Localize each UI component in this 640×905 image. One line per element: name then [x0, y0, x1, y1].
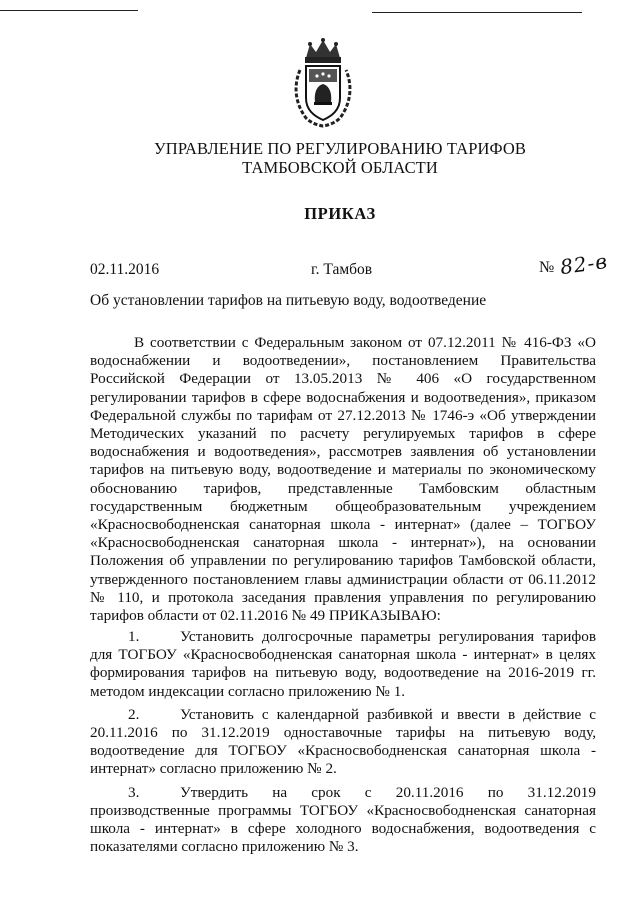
issuing-authority	[0, 139, 640, 177]
preamble-text: В соответствии с Федеральным законом от 07.12.2011 № 416-ФЗ «О водоснабжении и водоотведении», постановлением Правительства Российской Федерации от 13.05.2013 № 406 «О государственном регулировании тарифов в сфере водоснабжения и водоотведения», приказом Федеральной службы по тарифам от 27.12.2013 № 1746-э «Об утверждении Методических указаний по расчету регулируемых тарифов в сфере водоснабжения и водоотведения», рассмотрев заявления об установлении тарифов на питьевую воду, водоотведение и материалы по экономическому обоснованию тарифов, представленные Тамбовским областным государственным бюджетным общеобразовательным учреждением «Красносвободненская санаторная школа - интернат» (далее – ТОГБОУ «Красносвободненская санаторная школа - интернат»), на основании Положения об управлении по регулированию тарифов Тамбовской области, утвержденного постановлением главы администрации области от 06.11.2012 № 110, и протокола заседания правления управления по регулированию тарифов области от 02.11.2016 № 49 ПРИКАЗЫВАЮ:	[90, 334, 596, 625]
order-item-number: 2.	[128, 705, 140, 723]
document-type-title: ПРИКАЗ	[304, 204, 376, 223]
order-item	[90, 784, 596, 857]
document-number-handwritten: 82-в	[558, 248, 610, 280]
order-item-number: 3.	[128, 783, 140, 801]
scan-edge-line-left	[0, 10, 138, 11]
coat-of-arms-emblem	[292, 36, 354, 128]
order-item-text: Утвердить на срок с 20.11.2016 по 31.12.2019 производственные программы ТОГБОУ «Красносвободненская санаторная школа - интернат» в сфере холодного водоснабжения, водоотведения с показателями согласно приложению № 3.	[90, 783, 596, 856]
order-items-list	[90, 628, 596, 861]
authority-line-2: ТАМБОВСКОЙ ОБЛАСТИ	[242, 158, 438, 177]
order-item-text: Установить долгосрочные параметры регулирования тарифов для ТОГБОУ «Красносвободненская санаторная школа - интернат» в целях формирования тарифов на питьевую воду, водоотведение на 2016-2019 гг. методом индексации согласно приложению № 1.	[90, 628, 596, 700]
document-subject: Об установлении тарифов на питьевую воду, водоотведение	[90, 292, 487, 309]
order-item	[90, 706, 596, 779]
scan-edge-line-right	[372, 12, 582, 13]
order-item-text: Установить с календарной разбивкой и ввести в действие с 20.11.2016 по 31.12.2019 одноставочные тарифы на питьевую воду, водоотведение для ТОГБОУ «Красносвободненская санаторная школа - интернат» согласно приложению № 2.	[90, 705, 596, 778]
document-number-sign: №	[539, 259, 555, 276]
document-city: г. Тамбов	[311, 261, 373, 278]
preamble-paragraph	[90, 334, 596, 625]
order-item	[90, 628, 596, 701]
order-item-number: 1.	[128, 628, 140, 645]
authority-line-1: УПРАВЛЕНИЕ ПО РЕГУЛИРОВАНИЮ ТАРИФОВ	[154, 139, 526, 158]
document-date: 02.11.2016	[90, 261, 160, 278]
